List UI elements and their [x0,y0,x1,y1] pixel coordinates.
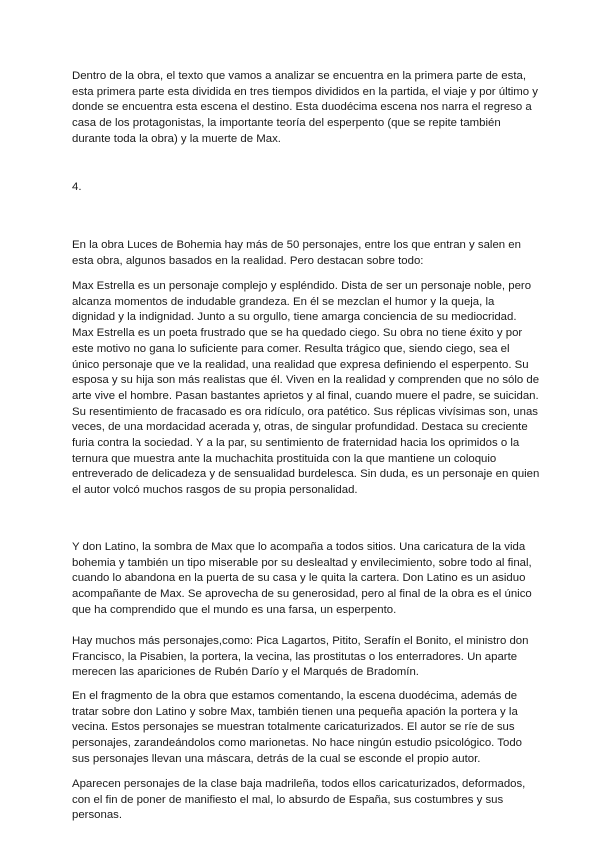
text-line: Francisco, la Pisabien, la portera, la vecina, las prostitutas o los enterradores. Un aparte [72,650,518,663]
text-line: Su resentimiento de fracasado es ora ridículo, ora patético. Sus réplicas vivísimas son, unas [72,405,538,418]
text-line: durante toda la obra) y la muerte de Max. [72,132,281,145]
paragraph-don-latino [72,540,542,619]
text-line: Max Estrella es un personaje complejo y espléndido. Dista de ser un personaje noble, pero [72,280,532,292]
text-line: con el fin de poner de manifiesto el mal, lo absurdo de España, sus costumbres y sus [72,793,504,806]
text-line: casa de los protagonistas, la importante teoría del esperpento (que se repite también [72,117,501,130]
text-line: En el fragmento de la obra que estamos comentando, la escena duodécima, además de [72,690,518,702]
text-line: vecina. Estos personajes se muestran totalmente caricaturizados. El autor se ríe de sus [72,721,515,734]
text-line: personas. [72,809,123,822]
text-line: el autor volcó muchos rasgos de su propia personalidad. [72,484,358,497]
text-line: ternura que muestra ante la muchachita prostituida con la que mantiene un coloquio [72,452,497,465]
paragraph-max-estrella [72,279,542,499]
paragraph-characters-intro [72,238,542,269]
text-line: bohemia y también un tipo miserable por su deslealtad y envilecimiento, sobre todo al final, [72,556,532,569]
text-line: furia contra la sociedad. Y a la par, su sentimiento de fraternidad hacia los oprimidos o la [72,437,520,450]
text-line: esta primera parte esta dividida en tres tiempos divididos en la partida, el viaje y por último y [72,85,538,98]
text-line: esta obra, algunos basados en la realidad. Pero destacan sobre todo: [72,254,424,267]
text-line: acompañante de Max. Se aprovecha de su generosidad, pero al final de la obra es el único [72,588,532,601]
text-line: entreverado de delicadeza y de sensualidad burdelesca. Sin duda, es un personaje en quien [72,468,540,481]
paragraph-intro [72,69,542,148]
text-line: este motivo no gana lo suficiente para comer. Resulta trágico que, siendo ciego, sea el [72,342,510,355]
text-line: alcanza momentos de indudable grandeza. En él se mezclan el humor y la queja, la [72,295,495,308]
section-number [72,180,542,196]
text-line: Aparecen personajes de la clase baja madrileña, todos ellos caricaturizados, deformados, [72,778,526,790]
text-line: único personaje que ve la realidad, una realidad que expresa definiendo el esperpento. Su [72,358,529,371]
text-line: En la obra Luces de Bohemia hay más de 50 personajes, entre los que entran y salen en [72,239,521,251]
text-line: merecen las apariciones de Rubén Darío y el Marqués de Bradomín. [72,666,419,679]
text-line: dignidad y la indignidad. Junto a su orgullo, tiene amarga conciencia de su mediocridad. [72,311,517,324]
text-line: 4. [72,181,82,193]
text-line: esposa y su hija son más realistas que él. Viven en la realidad y comprenden que no sólo de [72,374,540,387]
paragraph-fragment [72,689,542,768]
text-line: personajes, zarandeándolos como marionetas. No hace ningún estudio psicológico. Todo [72,737,523,750]
text-line: veces, de una mordacidad acerada y, otras, de singular profundidad. Destaca su creciente [72,421,528,434]
paragraph-other-characters [72,634,542,681]
text-line: donde se encuentra esta escena el destino. Esta duodécima escena nos narra el regreso a [72,101,532,114]
text-line: Dentro de la obra, el texto que vamos a analizar se encuentra en la primera parte de esta, [72,70,526,82]
text-line: Hay muchos más personajes,como: Pica Lagartos, Pitito, Serafín el Bonito, el ministro don [72,635,529,647]
text-line: Max Estrella es un poeta frustrado que se ha quedado ciego. Su obra no tiene éxito y por [72,327,523,340]
paragraph-lower-class [72,777,542,824]
text-line: arte vive el hombre. Pasan bastantes aprietos y al final, cuando muere el padre, se suicidan. [72,389,539,402]
text-line: cuando lo abandona en la puerta de su casa y le quita la cartera. Don Latino es un asiduo [72,572,526,585]
text-line: que ha comprendido que el mundo es una farsa, un esperpento. [72,603,397,616]
text-line: Y don Latino, la sombra de Max que lo acompaña a todos sitios. Una caricatura de la vida [72,541,526,553]
text-line: sus personajes llevan una máscara, detrás de la cual se esconde el propio autor. [72,752,481,765]
text-line: tratar sobre don Latino y sobre Max, también tienen una pequeña apación la portera y la [72,705,518,718]
